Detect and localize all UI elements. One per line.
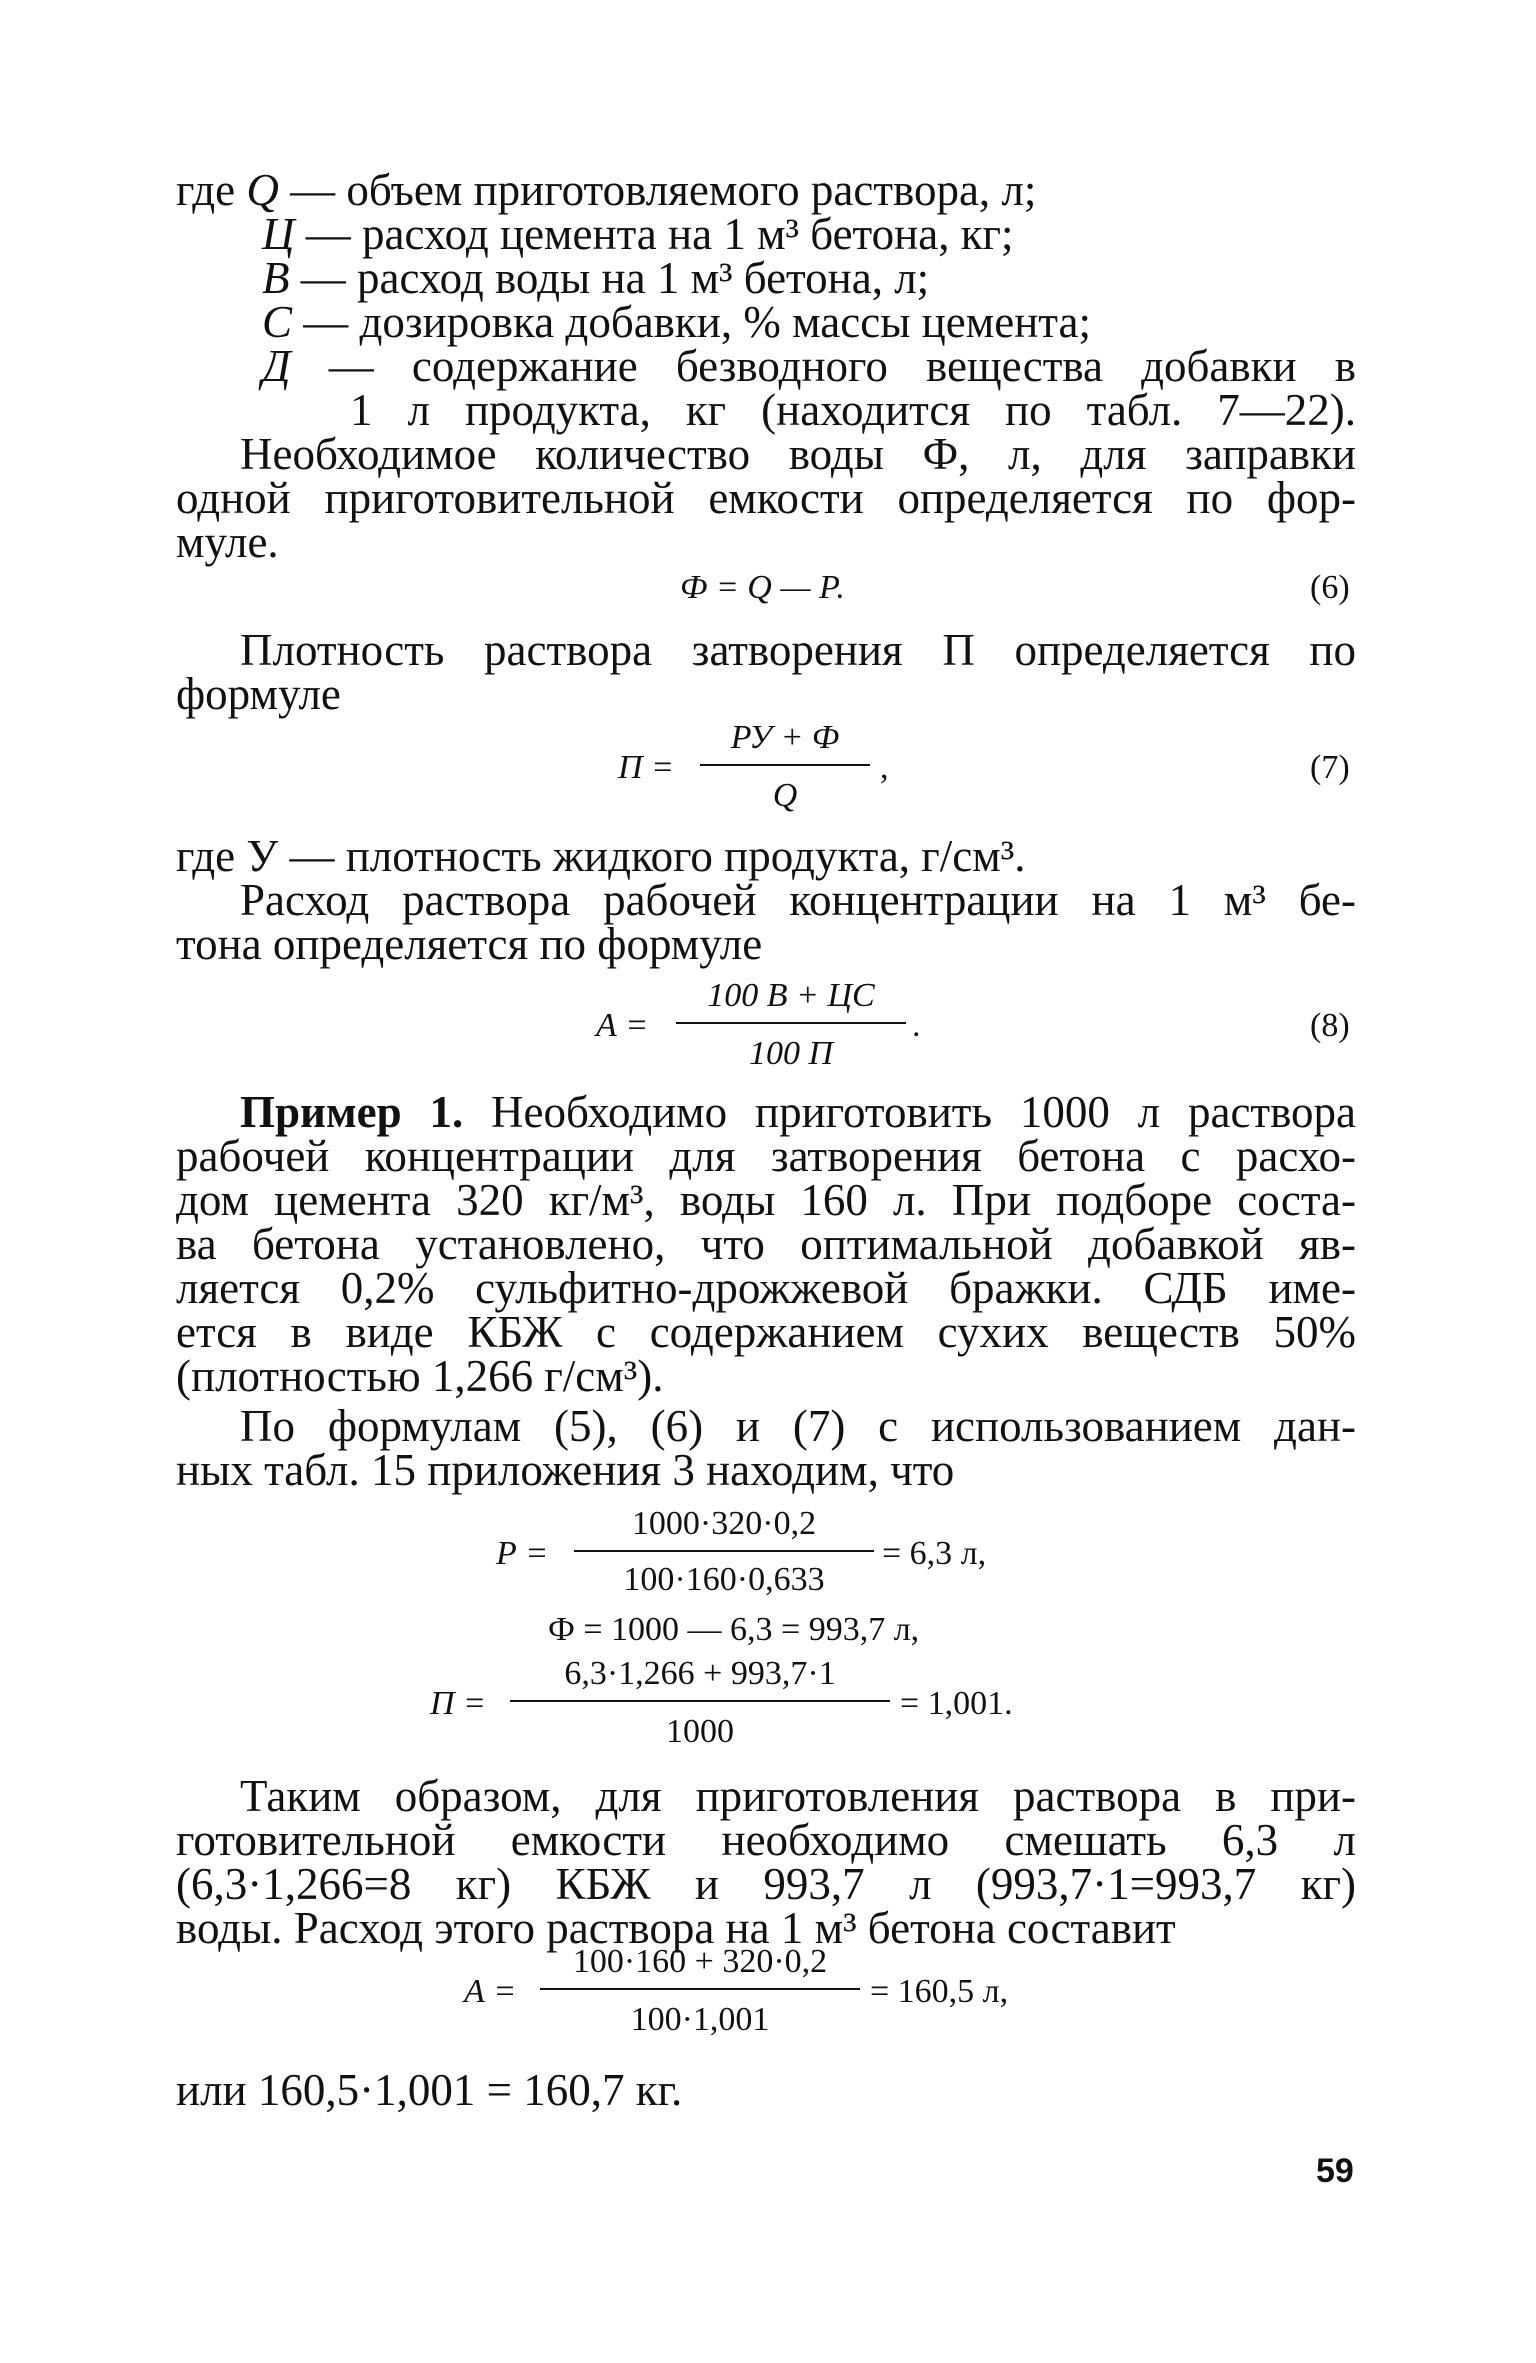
- para-result-line: готовительной емкости необходимо смешать 6,3 л: [176, 1815, 1356, 1865]
- formula-7-lhs: П =: [618, 749, 674, 786]
- definition-u: где У — плотность жидкого продукта, г/см³.: [176, 831, 1026, 881]
- formula-8-tail: .: [912, 1007, 921, 1044]
- final-line: или 160,5·1,001 = 160,7 кг.: [176, 2065, 683, 2115]
- calc-f: Ф = 1000 — 6,3 = 993,7 л,: [548, 1611, 920, 1648]
- equation-number-6: (6): [1310, 569, 1350, 606]
- calc-pi-result: = 1,001.: [900, 1685, 1013, 1722]
- para-density-line: Плотность раствора затворения П определяется по: [240, 625, 1356, 675]
- fraction-bar: [574, 1550, 874, 1552]
- calc-a-denominator: 100·1,001: [630, 2001, 770, 2038]
- formula-8-numerator: 100 В + ЦС: [707, 977, 875, 1014]
- example-label: Пример 1.: [240, 1087, 464, 1137]
- calc-a-lhs: А =: [464, 1973, 517, 2010]
- definition-d-cont: 1 л продукта, кг (находится по табл. 7—22).: [350, 385, 1356, 435]
- para-density-line: формуле: [176, 669, 341, 719]
- para-flow-line: Расход раствора рабочей концентрации на 1 м³ бе-: [240, 875, 1356, 925]
- example-line: дом цемента 320 кг/м³, воды 160 л. При подборе соста-: [176, 1175, 1356, 1225]
- equation-number-7: (7): [1310, 749, 1350, 786]
- para-water-line: одной приготовительной емкости определяется по фор-: [176, 473, 1356, 523]
- example-line: ва бетона установлено, что оптимальной добавкой яв-: [176, 1219, 1356, 1269]
- definition-c: Ц — расход цемента на 1 м³ бетона, кг;: [262, 209, 1014, 259]
- formula-7-numerator: РУ + Ф: [730, 719, 840, 756]
- calc-a-numerator: 100·160 + 320·0,2: [572, 1943, 828, 1980]
- para-flow-line: тона определяется по формуле: [176, 919, 763, 969]
- calc-p-numerator: 1000·320·0,2: [631, 1505, 817, 1542]
- para-water-line: Необходимое количество воды Ф, л, для заправки: [240, 429, 1356, 479]
- para-result-line: (6,3·1,266=8 кг) КБЖ и 993,7 л (993,7·1=993,7 кг): [176, 1859, 1356, 1909]
- equation-number-8: (8): [1310, 1007, 1350, 1044]
- formula-8-denominator: 100 П: [748, 1035, 834, 1072]
- fraction-bar: [510, 1700, 890, 1702]
- example-line: рабочей концентрации для затворения бетона с расхо-: [176, 1131, 1356, 1181]
- definition-q: где Q — объем приготовляемого раствора, л;: [176, 165, 1037, 215]
- example-line: (плотностью 1,266 г/см³).: [176, 1351, 664, 1401]
- fraction-bar: [700, 764, 870, 766]
- definition-b: В — расход воды на 1 м³ бетона, л;: [262, 253, 930, 303]
- definition-s: С — дозировка добавки, % массы цемента;: [262, 297, 1091, 347]
- example-line: ется в виде КБЖ с содержанием сухих веществ 50%: [176, 1307, 1356, 1357]
- para-formulas-line: По формулам (5), (6) и (7) с использованием дан-: [240, 1401, 1356, 1451]
- para-water-line: муле.: [176, 517, 279, 567]
- calc-pi-lhs: П =: [430, 1685, 486, 1722]
- formula-6: Ф = Q — Р.: [680, 569, 845, 606]
- calc-p-lhs: Р =: [496, 1535, 549, 1572]
- formula-8-lhs: А =: [596, 1007, 649, 1044]
- formula-7-denominator: Q: [772, 777, 798, 814]
- calc-pi-numerator: 6,3·1,266 + 993,7·1: [564, 1655, 836, 1692]
- para-result-line: Таким образом, для приготовления раствора в при-: [240, 1771, 1356, 1821]
- page-number: 59: [1316, 2152, 1354, 2190]
- calc-pi-denominator: 1000: [666, 1713, 734, 1750]
- formula-7-tail: ,: [880, 749, 889, 786]
- para-formulas-line: ных табл. 15 приложения 3 находим, что: [176, 1445, 955, 1495]
- example-line: ляется 0,2% сульфитно-дрожжевой бражки. СДБ име-: [176, 1263, 1356, 1313]
- example-first-line: Пример 1. Необходимо приготовить 1000 л раствора: [240, 1087, 1356, 1137]
- para-result-line: воды. Расход этого раствора на 1 м³ бетона составит: [176, 1903, 1176, 1953]
- fraction-bar: [540, 1988, 860, 1990]
- definition-d: Д — содержание безводного вещества добавки в: [262, 341, 1356, 391]
- calc-p-result: = 6,3 л,: [882, 1535, 987, 1572]
- fraction-bar: [676, 1022, 906, 1024]
- calc-p-denominator: 100·160·0,633: [623, 1561, 825, 1598]
- calc-a-result: = 160,5 л,: [870, 1973, 1009, 2010]
